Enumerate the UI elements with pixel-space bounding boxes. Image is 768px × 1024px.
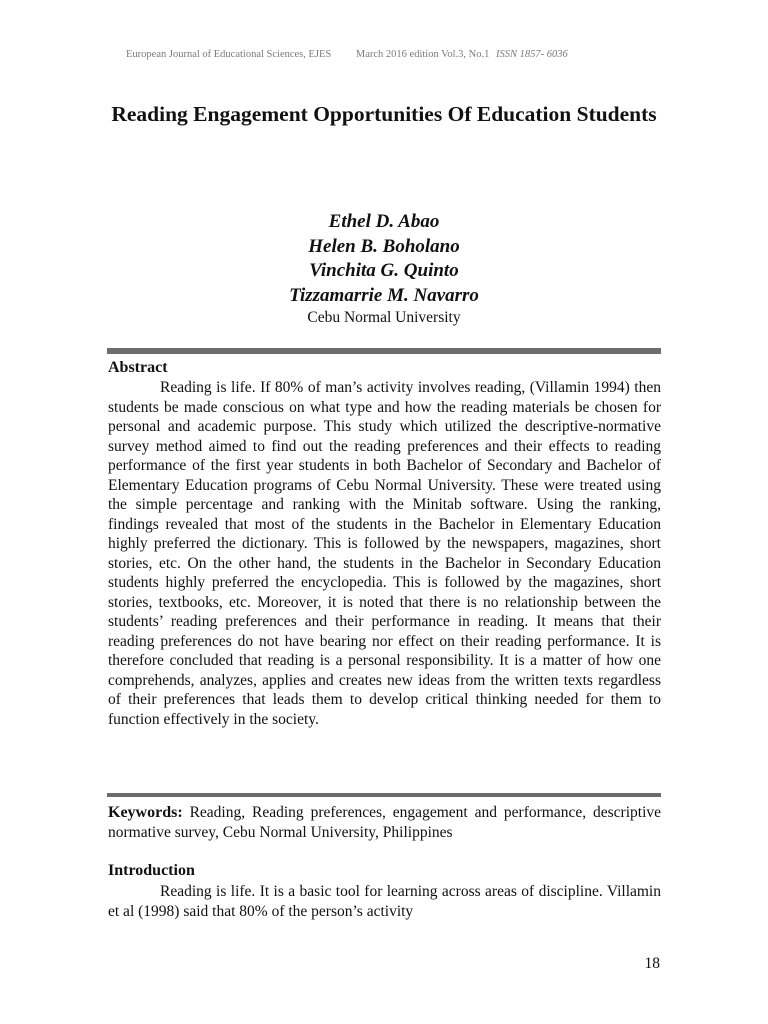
paper-title: Reading Engagement Opportunities Of Education Students — [111, 102, 657, 126]
author-name: Ethel D. Abao — [328, 211, 440, 232]
keywords-label: Keywords: — [108, 804, 183, 821]
edition-info — [356, 49, 568, 60]
abstract-bottom-rule — [107, 793, 661, 797]
introduction-heading: Introduction — [108, 862, 195, 879]
introduction-body: Reading is life. It is a basic tool for learning across areas of discipline. Villamin et al (1998) said that 80% of the person’s activity — [108, 883, 661, 920]
running-header — [126, 49, 646, 60]
edition-text: March 2016 edition Vol.3, No.1 — [355, 49, 490, 60]
keywords-text: Reading, Reading preferences, engagement and performance, descriptive normative survey, Cebu Normal University, Philippines — [108, 804, 662, 841]
abstract-body: Reading is life. If 80% of man’s activity involves reading, (Villamin 1994) then students be made conscious on what type and how the reading materials be chosen for personal and academic purpose. This study which utilized the descriptive-normative survey method aimed to find out the reading preferences and their effects to reading performance of the first year students in both Bachelor of Secondary and Bachelor of Elementary Education programs of Cebu Normal University. These were treated using the simple percentage and ranking with the Minitab software. Using the ranking, findings revealed that most of the students in the Bachelor in Elementary Education highly preferred the dictionary. This is followed by the newspapers, magazines, short stories, etc. On the other hand, the students in the Bachelor in Secondary Education students highly preferred the encyclopedia. This is followed by the magazines, short stories, textbooks, etc. Moreover, it is noted that there is no relationship between the students’ reading preferences and their performance in reading. It means that their reading preferences do not have bearing nor effect on their reading performance. It is therefore concluded that reading is a personal responsibility. It is a matter of how one comprehends, analyzes, applies and creates new ideas from the written texts regardless of their preferences that leads them to develop critical thinking needed for them to function effectively in the society. — [108, 379, 661, 728]
author-name: Helen B. Boholano — [308, 235, 460, 257]
journal-name: European Journal of Educational Sciences, EJES — [126, 49, 332, 60]
author-name: Vinchita G. Quinto — [309, 260, 459, 281]
abstract-heading: Abstract — [108, 359, 168, 376]
affiliation: Cebu Normal University — [307, 309, 461, 326]
author-block — [100, 210, 668, 328]
keywords-block — [108, 803, 661, 842]
issn-text: ISSN 1857- 6036 — [496, 49, 568, 60]
page-number: 18 — [644, 955, 660, 972]
author-name: Tizzamarrie M. Navarro — [289, 284, 479, 306]
abstract-top-rule — [107, 348, 661, 354]
